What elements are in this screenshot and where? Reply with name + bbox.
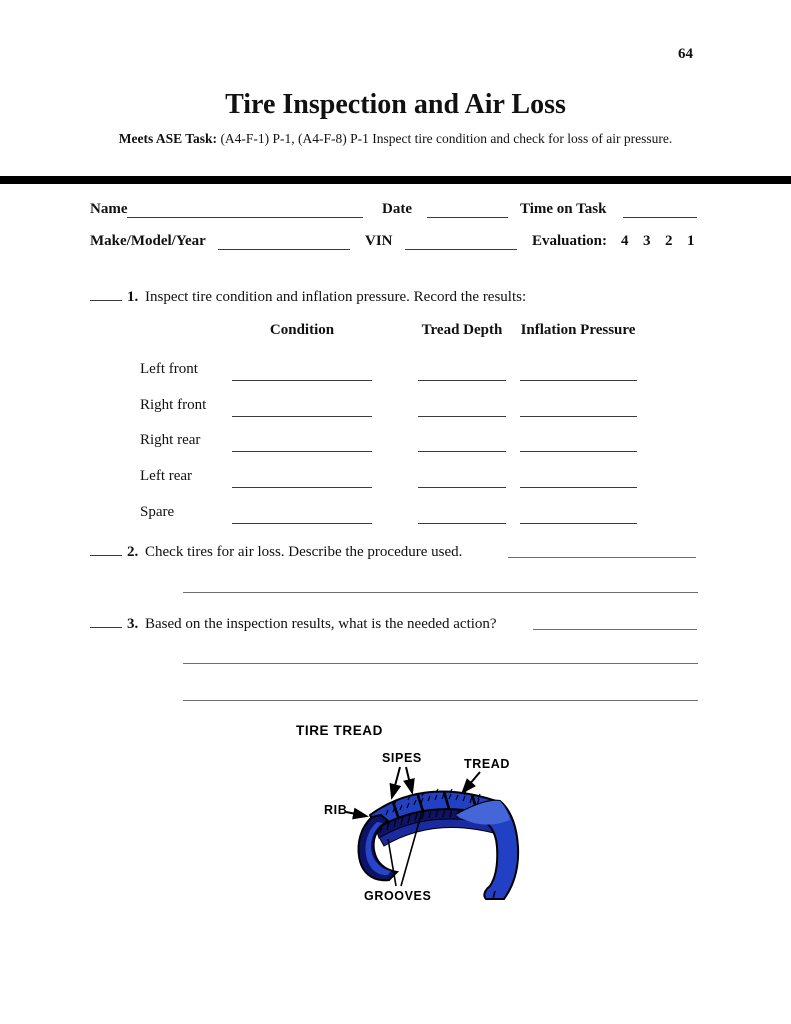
name-label: Name [90, 201, 128, 217]
row-label-left-rear: Left rear [140, 468, 193, 484]
make-model-year-label: Make/Model/Year [90, 233, 206, 249]
vin-label: VIN [365, 233, 393, 249]
date-blank[interactable] [427, 203, 508, 218]
col-header-tread-depth: Tread Depth [421, 322, 503, 338]
divider-bar [0, 176, 791, 184]
diagram-title: TIRE TREAD [296, 723, 383, 738]
left-front-tread-depth-blank[interactable] [418, 366, 506, 381]
q3-answer-line-1[interactable] [183, 649, 698, 664]
spare-inflation-blank[interactable] [520, 509, 637, 524]
row-label-spare: Spare [140, 504, 175, 520]
right-front-condition-blank[interactable] [232, 402, 372, 417]
tread-arrow [463, 772, 480, 792]
rib-label: RIB [324, 803, 348, 817]
eval-score-1: 1 [687, 233, 695, 249]
q1-text: Inspect tire condition and inflation pressure. Record the results: [145, 289, 527, 305]
sipes-label: SIPES [382, 751, 422, 765]
right-rear-tread-depth-blank[interactable] [418, 437, 506, 452]
q2-grade-blank[interactable] [90, 541, 122, 556]
eval-score-4: 4 [621, 233, 629, 249]
row-label-right-front: Right front [140, 397, 207, 413]
ase-task-text: (A4-F-1) P-1, (A4-F-8) P-1 Inspect tire condition and check for loss of air pressure. [220, 131, 673, 146]
q1-grade-blank[interactable] [90, 286, 122, 301]
tread-label: TREAD [464, 757, 511, 771]
time-on-task-blank[interactable] [623, 203, 697, 218]
col-header-condition: Condition [269, 322, 335, 338]
q2-inline-answer-blank[interactable] [508, 543, 696, 558]
left-front-condition-blank[interactable] [232, 366, 372, 381]
left-rear-condition-blank[interactable] [232, 473, 372, 488]
ase-task-line [100, 130, 692, 149]
q3-inline-answer-blank[interactable] [533, 615, 697, 630]
tire-diagram [250, 715, 570, 920]
page-number: 64 [678, 46, 693, 62]
name-blank[interactable] [127, 203, 363, 218]
grooves-label: GROOVES [364, 889, 432, 903]
q1-number: 1. [127, 289, 139, 305]
right-rear-inflation-blank[interactable] [520, 437, 637, 452]
date-label: Date [382, 201, 412, 217]
time-on-task-label: Time on Task [520, 201, 607, 217]
left-rear-tread-depth-blank[interactable] [418, 473, 506, 488]
sipes-arrow-left [392, 767, 400, 797]
q2-number: 2. [127, 544, 139, 560]
eval-score-2: 2 [665, 233, 673, 249]
left-front-inflation-blank[interactable] [520, 366, 637, 381]
q2-answer-line[interactable] [183, 578, 698, 593]
right-front-tread-depth-blank[interactable] [418, 402, 506, 417]
rib-arrow [346, 812, 366, 816]
ase-task-label: Meets ASE Task: [118, 131, 218, 146]
q3-grade-blank[interactable] [90, 613, 122, 628]
col-header-inflation-pressure: Inflation Pressure [520, 322, 636, 338]
q3-text: Based on the inspection results, what is the needed action? [145, 616, 497, 632]
q3-answer-line-2[interactable] [183, 686, 698, 701]
row-label-right-rear: Right rear [140, 432, 201, 448]
right-rear-condition-blank[interactable] [232, 437, 372, 452]
q2-text: Check tires for air loss. Describe the procedure used. [145, 544, 463, 560]
spare-condition-blank[interactable] [232, 509, 372, 524]
q3-number: 3. [127, 616, 139, 632]
spare-tread-depth-blank[interactable] [418, 509, 506, 524]
eval-score-3: 3 [643, 233, 651, 249]
make-model-year-blank[interactable] [218, 235, 350, 250]
evaluation-label: Evaluation: [532, 233, 608, 249]
sipes-arrow-right [406, 767, 412, 792]
row-label-left-front: Left front [140, 361, 198, 377]
vin-blank[interactable] [405, 235, 517, 250]
right-front-inflation-blank[interactable] [520, 402, 637, 417]
page-title: Tire Inspection and Air Loss [225, 89, 566, 120]
left-rear-inflation-blank[interactable] [520, 473, 637, 488]
